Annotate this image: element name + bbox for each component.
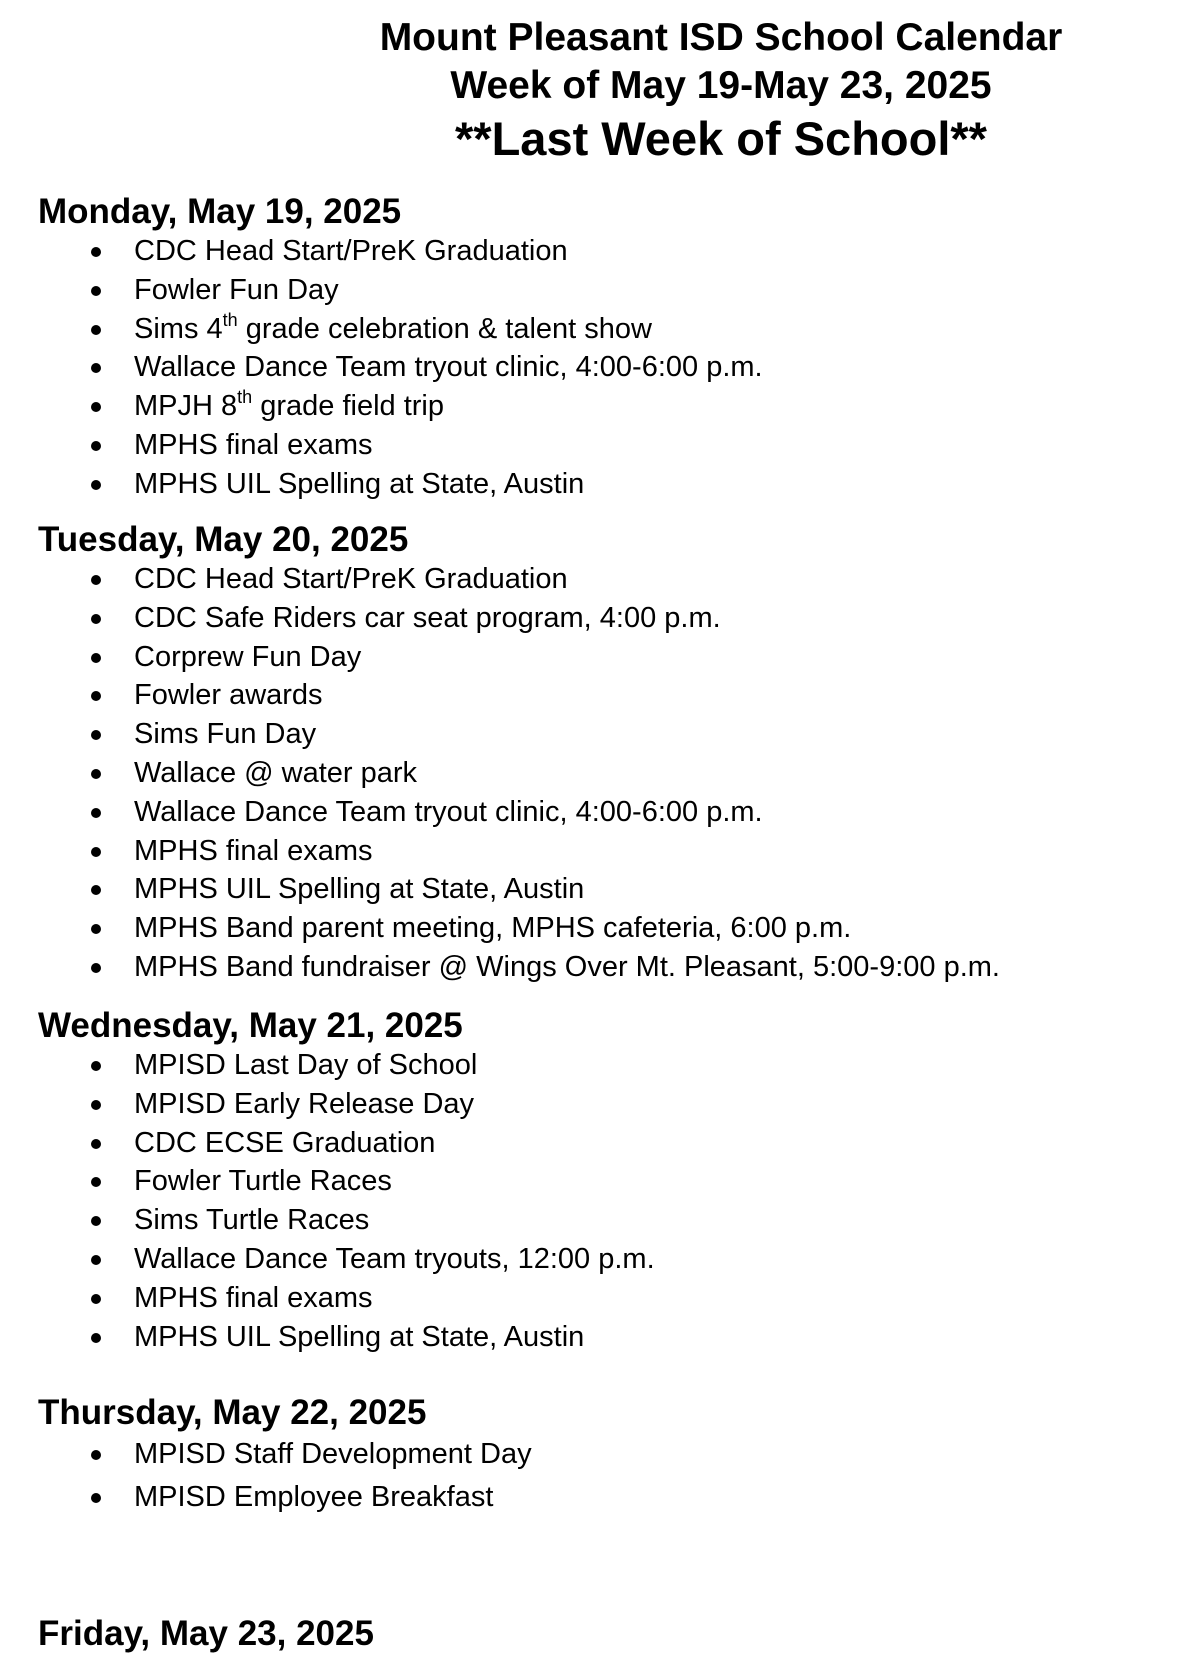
bullet-icon: [91, 441, 101, 451]
bullet-icon: [91, 363, 101, 373]
event-text: MPHS Band parent meeting, MPHS cafeteria, 6:00 p.m.: [134, 912, 852, 945]
day-title-thursday: Thursday, May 22, 2025: [38, 1393, 427, 1432]
event-text: CDC Head Start/PreK Graduation: [134, 235, 568, 267]
event-item: [38, 948, 1178, 987]
event-item: [38, 426, 1178, 465]
event-text: MPHS UIL Spelling at State, Austin: [134, 1320, 585, 1353]
event-text: MPISD Last Day of School: [134, 1049, 478, 1081]
day-section-monday: [38, 192, 1178, 504]
calendar-header: [0, 14, 1200, 168]
event-text-after: grade field trip: [252, 390, 444, 423]
event-text: MPHS final exams: [134, 1281, 373, 1314]
event-item: [38, 1240, 1178, 1279]
event-text: Fowler Fun Day: [134, 273, 339, 306]
bullet-icon: [91, 885, 101, 895]
bullet-icon: [91, 924, 101, 934]
event-text: MPHS UIL Spelling at State, Austin: [134, 467, 585, 500]
bullet-icon: [91, 730, 101, 740]
event-list-wednesday: [38, 1046, 1178, 1356]
event-text: MPISD Staff Development Day: [134, 1438, 532, 1470]
event-item: [38, 870, 1178, 909]
event-text: Wallace Dance Team tryout clinic, 4:00-6:00 p.m.: [134, 795, 763, 828]
bullet-icon: [91, 1139, 101, 1149]
event-text-after: grade celebration & talent show: [237, 312, 652, 345]
event-item: [38, 832, 1178, 871]
day-title-wednesday: Wednesday, May 21, 2025: [38, 1006, 463, 1045]
bullet-icon: [91, 691, 101, 701]
event-item: [38, 387, 1178, 426]
event-item: [38, 348, 1178, 387]
event-item: [38, 1433, 1178, 1476]
event-list-tuesday: [38, 560, 1178, 987]
event-item: [38, 754, 1178, 793]
event-item: [38, 676, 1178, 715]
bullet-icon: [91, 1100, 101, 1110]
bullet-icon: [91, 286, 101, 296]
event-item: [38, 638, 1178, 677]
bullet-icon: [91, 1333, 101, 1343]
day-title-monday: Monday, May 19, 2025: [38, 192, 402, 231]
event-item: [38, 1201, 1178, 1240]
event-text-before: MPJH 8: [134, 390, 238, 423]
event-text: MPHS UIL Spelling at State, Austin: [134, 873, 585, 906]
day-title-tuesday: Tuesday, May 20, 2025: [38, 520, 409, 559]
event-text: CDC ECSE Graduation: [134, 1126, 436, 1159]
event-text-before: Sims 4: [134, 312, 223, 345]
event-text: Sims Fun Day: [134, 718, 317, 751]
bullet-icon: [91, 1177, 101, 1187]
header-last-week-notice: **Last Week of School**: [455, 112, 987, 165]
event-item: [38, 232, 1178, 271]
event-text: MPISD Early Release Day: [134, 1087, 475, 1120]
bullet-icon: [91, 808, 101, 818]
event-item: [38, 1085, 1178, 1124]
ordinal-suffix: th: [222, 309, 238, 330]
bullet-icon: [91, 325, 101, 335]
day-title-friday: Friday, May 23, 2025: [38, 1614, 374, 1653]
event-text: Wallace @ water park: [134, 756, 418, 789]
bullet-icon: [91, 480, 101, 490]
event-text: MPHS Band fundraiser @ Wings Over Mt. Pleasant, 5:00-9:00 p.m.: [134, 950, 1000, 983]
bullet-icon: [91, 614, 101, 624]
event-text: MPHS final exams: [134, 834, 373, 867]
event-item: [38, 1476, 1178, 1519]
event-item: [38, 1162, 1178, 1201]
header-title: Mount Pleasant ISD School Calendar: [379, 16, 1063, 59]
event-item: [38, 1279, 1178, 1318]
bullet-icon: [91, 847, 101, 857]
event-text: Corprew Fun Day: [134, 640, 362, 673]
bullet-icon: [91, 1216, 101, 1226]
bullet-icon: [91, 1493, 101, 1503]
ordinal-suffix: th: [237, 387, 253, 408]
bullet-icon: [91, 1450, 101, 1460]
event-item: [38, 1046, 1178, 1085]
event-item: [38, 1318, 1178, 1357]
header-week-range: Week of May 19-May 23, 2025: [450, 64, 992, 107]
bullet-icon: [91, 575, 101, 585]
bullet-icon: [91, 769, 101, 779]
event-item: [38, 465, 1178, 504]
day-section-wednesday: [38, 1006, 1178, 1356]
day-section-tuesday: [38, 520, 1178, 987]
bullet-icon: [91, 1255, 101, 1265]
bullet-icon: [91, 247, 101, 257]
bullet-icon: [91, 1294, 101, 1304]
event-item: [38, 1124, 1178, 1163]
event-text: Sims Turtle Races: [134, 1204, 370, 1237]
event-item: [38, 793, 1178, 832]
event-item: [38, 909, 1178, 948]
bullet-icon: [91, 653, 101, 663]
event-list-thursday: [38, 1433, 1178, 1519]
event-text: Wallace Dance Team tryout clinic, 4:00-6:00 p.m.: [134, 351, 763, 384]
event-text: Fowler Turtle Races: [134, 1165, 392, 1198]
event-text: Wallace Dance Team tryouts, 12:00 p.m.: [134, 1242, 655, 1275]
event-item: [38, 271, 1178, 310]
bullet-icon: [91, 963, 101, 973]
event-item: [38, 599, 1178, 638]
event-item: [38, 715, 1178, 754]
day-section-thursday: [38, 1393, 1178, 1519]
event-text: Fowler awards: [134, 679, 323, 712]
event-text: CDC Head Start/PreK Graduation: [134, 563, 568, 595]
day-section-friday: [38, 1614, 1178, 1654]
event-list-monday: [38, 232, 1178, 504]
bullet-icon: [91, 402, 101, 412]
event-item: [38, 310, 1178, 349]
bullet-icon: [91, 1061, 101, 1071]
event-item: [38, 560, 1178, 599]
event-text: CDC Safe Riders car seat program, 4:00 p.m.: [134, 601, 721, 634]
event-text: MPISD Employee Breakfast: [134, 1481, 494, 1513]
event-text: MPHS final exams: [134, 428, 373, 461]
